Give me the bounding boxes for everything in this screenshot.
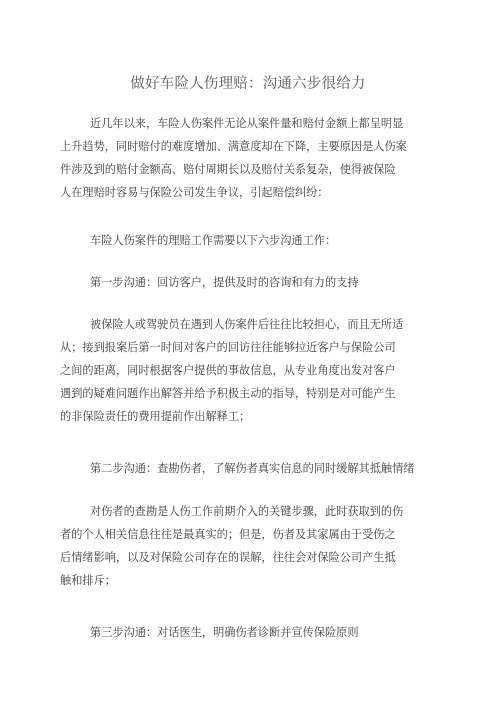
paragraph-line: 件涉及到的赔付金额高、赔付周期长以及赔付关系复杂，使得被保险 (60, 163, 396, 176)
paragraph-line: 触和排斥； (60, 574, 116, 587)
paragraph-line: 人在理赔时容易与保险公司发生争议，引起赔偿纠纷： (60, 186, 329, 199)
paragraph-line: 后情绪影响，以及对保险公司存在的误解，往往会对保险公司产生抵 (60, 551, 396, 564)
paragraph-line: 上升趋势，同时赔付的难度增加、满意度却在下降，主要原因是人伤案 (60, 140, 407, 153)
paragraph-line: 近几年以来，车险人伤案件无论从案件量和赔付金额上都呈明显 (90, 117, 404, 130)
intro-paragraph (60, 112, 432, 204)
step1-heading: 第一步沟通：回访客户，提供及时的咨询和有力的支持 (90, 276, 359, 289)
paragraph-line: 遇到的疑难问题作出解答并给予积极主动的指导，特别是对可能产生 (60, 387, 396, 400)
paragraph-line: 者的个人相关信息往往是最真实的；但是，伤者及其家属由于受伤之 (60, 528, 396, 541)
steps-intro-paragraph: 车险人伤案件的理赔工作需要以下六步沟通工作： (90, 234, 337, 247)
paragraph-line: 之间的距离，同时根据客户提供的事故信息，从专业角度出发对客户 (60, 364, 396, 377)
step3-heading: 第三步沟通：对话医生，明确伤者诊断并宣传保险原则 (90, 626, 359, 639)
paragraph-line: 对伤者的查勘是人伤工作前期介入的关键步骤，此时获取到的伤 (90, 505, 404, 518)
step2-heading: 第二步沟通：查勘伤者，了解伤者真实信息的同时缓解其抵触情绪 (90, 462, 415, 475)
step2-paragraph (60, 500, 432, 592)
paragraph-line: 从；接到报案后第一时间对客户的回访往往能够拉近客户与保险公司 (60, 341, 396, 354)
document-title: 做好车险人伤理赔：沟通六步很给力 (130, 76, 366, 92)
step1-paragraph (60, 313, 432, 428)
paragraph-line: 的非保险责任的费用提前作出解释工； (60, 410, 251, 423)
paragraph-line: 被保险人或驾驶员在遇到人伤案件后往往比较担心，而且无所适 (90, 318, 404, 331)
